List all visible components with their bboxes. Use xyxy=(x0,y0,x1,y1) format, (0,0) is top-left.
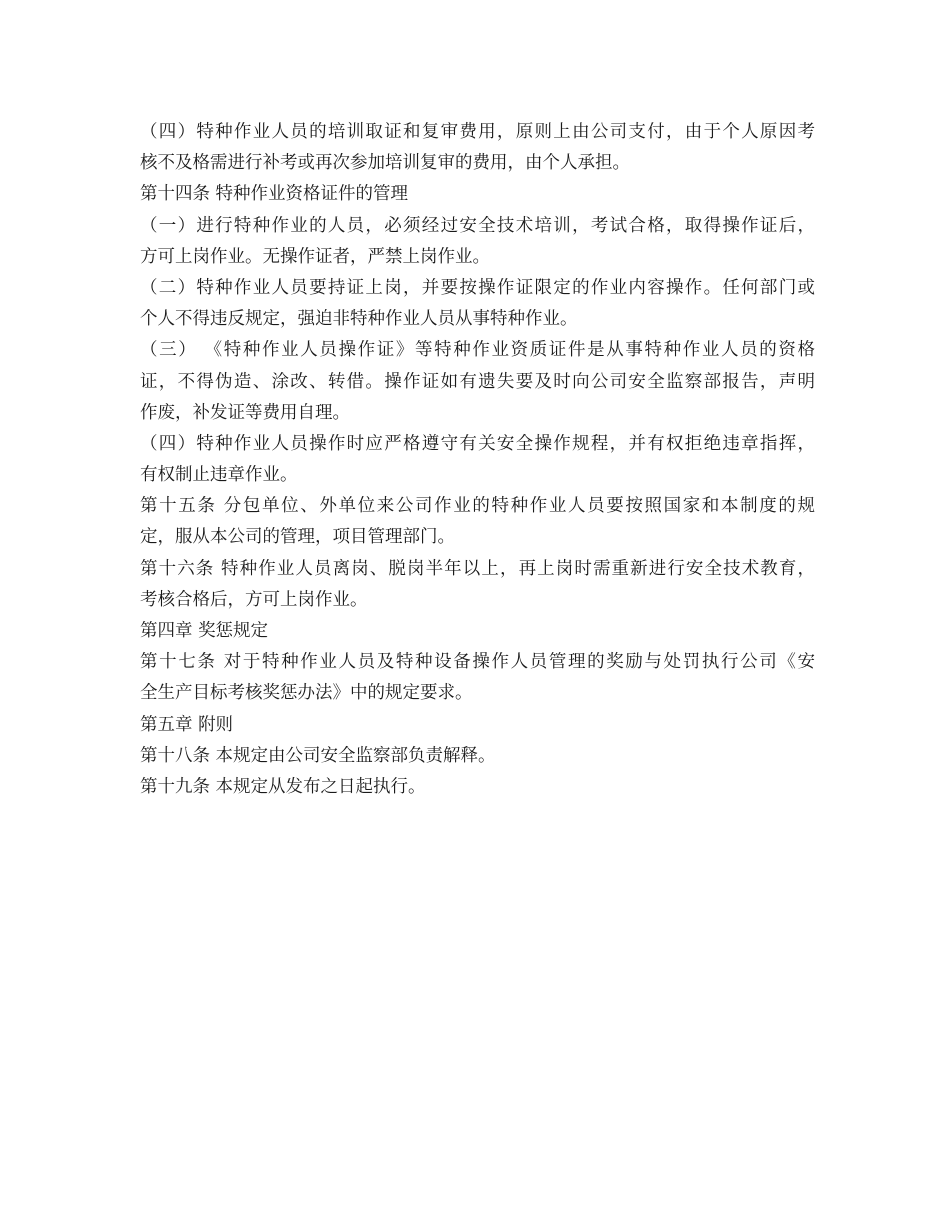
text-line: 考核合格后，方可上岗作业。 xyxy=(140,589,368,610)
text-line: （一）进行特种作业的人员，必须经过安全技术培训，考试合格，取得操作证后， xyxy=(140,215,815,236)
text-line: 作废，补发证等费用自理。 xyxy=(140,402,350,423)
text-line: 有权制止违章作业。 xyxy=(140,465,298,486)
article-line: 第十五条 分包单位、外单位来公司作业的特种作业人员要按照国家和本制度的规 xyxy=(140,496,815,517)
text-line: 核不及格需进行补考或再次参加培训复审的费用，由个人承担。 xyxy=(140,153,630,174)
article-line: 第十七条 对于特种作业人员及特种设备操作人员管理的奖励与处罚执行公司《安 xyxy=(140,652,815,673)
text-line: （四）特种作业人员的培训取证和复审费用，原则上由公司支付，由于个人原因考 xyxy=(140,122,815,142)
article-line: 第十六条 特种作业人员离岗、脱岗半年以上，再上岗时需重新进行安全技术教育， xyxy=(140,558,815,579)
document-body xyxy=(140,117,815,803)
text-line: 定，服从本公司的管理，项目管理部门。 xyxy=(140,527,455,548)
text-line: （二）特种作业人员要持证上岗，并要按操作证限定的作业内容操作。任何部门或 xyxy=(140,277,815,298)
text-line: 方可上岗作业。无操作证者，严禁上岗作业。 xyxy=(140,246,490,267)
article-heading: 第十四条 特种作业资格证件的管理 xyxy=(140,184,409,205)
text-line: 个人不得违反规定，强迫非特种作业人员从事特种作业。 xyxy=(140,309,578,330)
text-line: （三） 《特种作业人员操作证》等特种作业资质证件是从事特种作业人员的资格 xyxy=(140,340,815,361)
text-line: 全生产目标考核奖惩办法》中的规定要求。 xyxy=(140,683,473,704)
article-line: 第十八条 本规定由公司安全监察部负责解释。 xyxy=(140,745,496,766)
text-line: （四）特种作业人员操作时应严格遵守有关安全操作规程，并有权拒绝违章指挥， xyxy=(140,433,815,454)
chapter-heading: 第四章 奖惩规定 xyxy=(140,621,269,641)
text-line: 证，不得伪造、涂改、转借。操作证如有遗失要及时向公司安全监察部报告，声明 xyxy=(140,371,815,392)
article-line: 第十九条 本规定从发布之日起执行。 xyxy=(140,776,426,797)
chapter-heading: 第五章 附则 xyxy=(140,714,234,735)
